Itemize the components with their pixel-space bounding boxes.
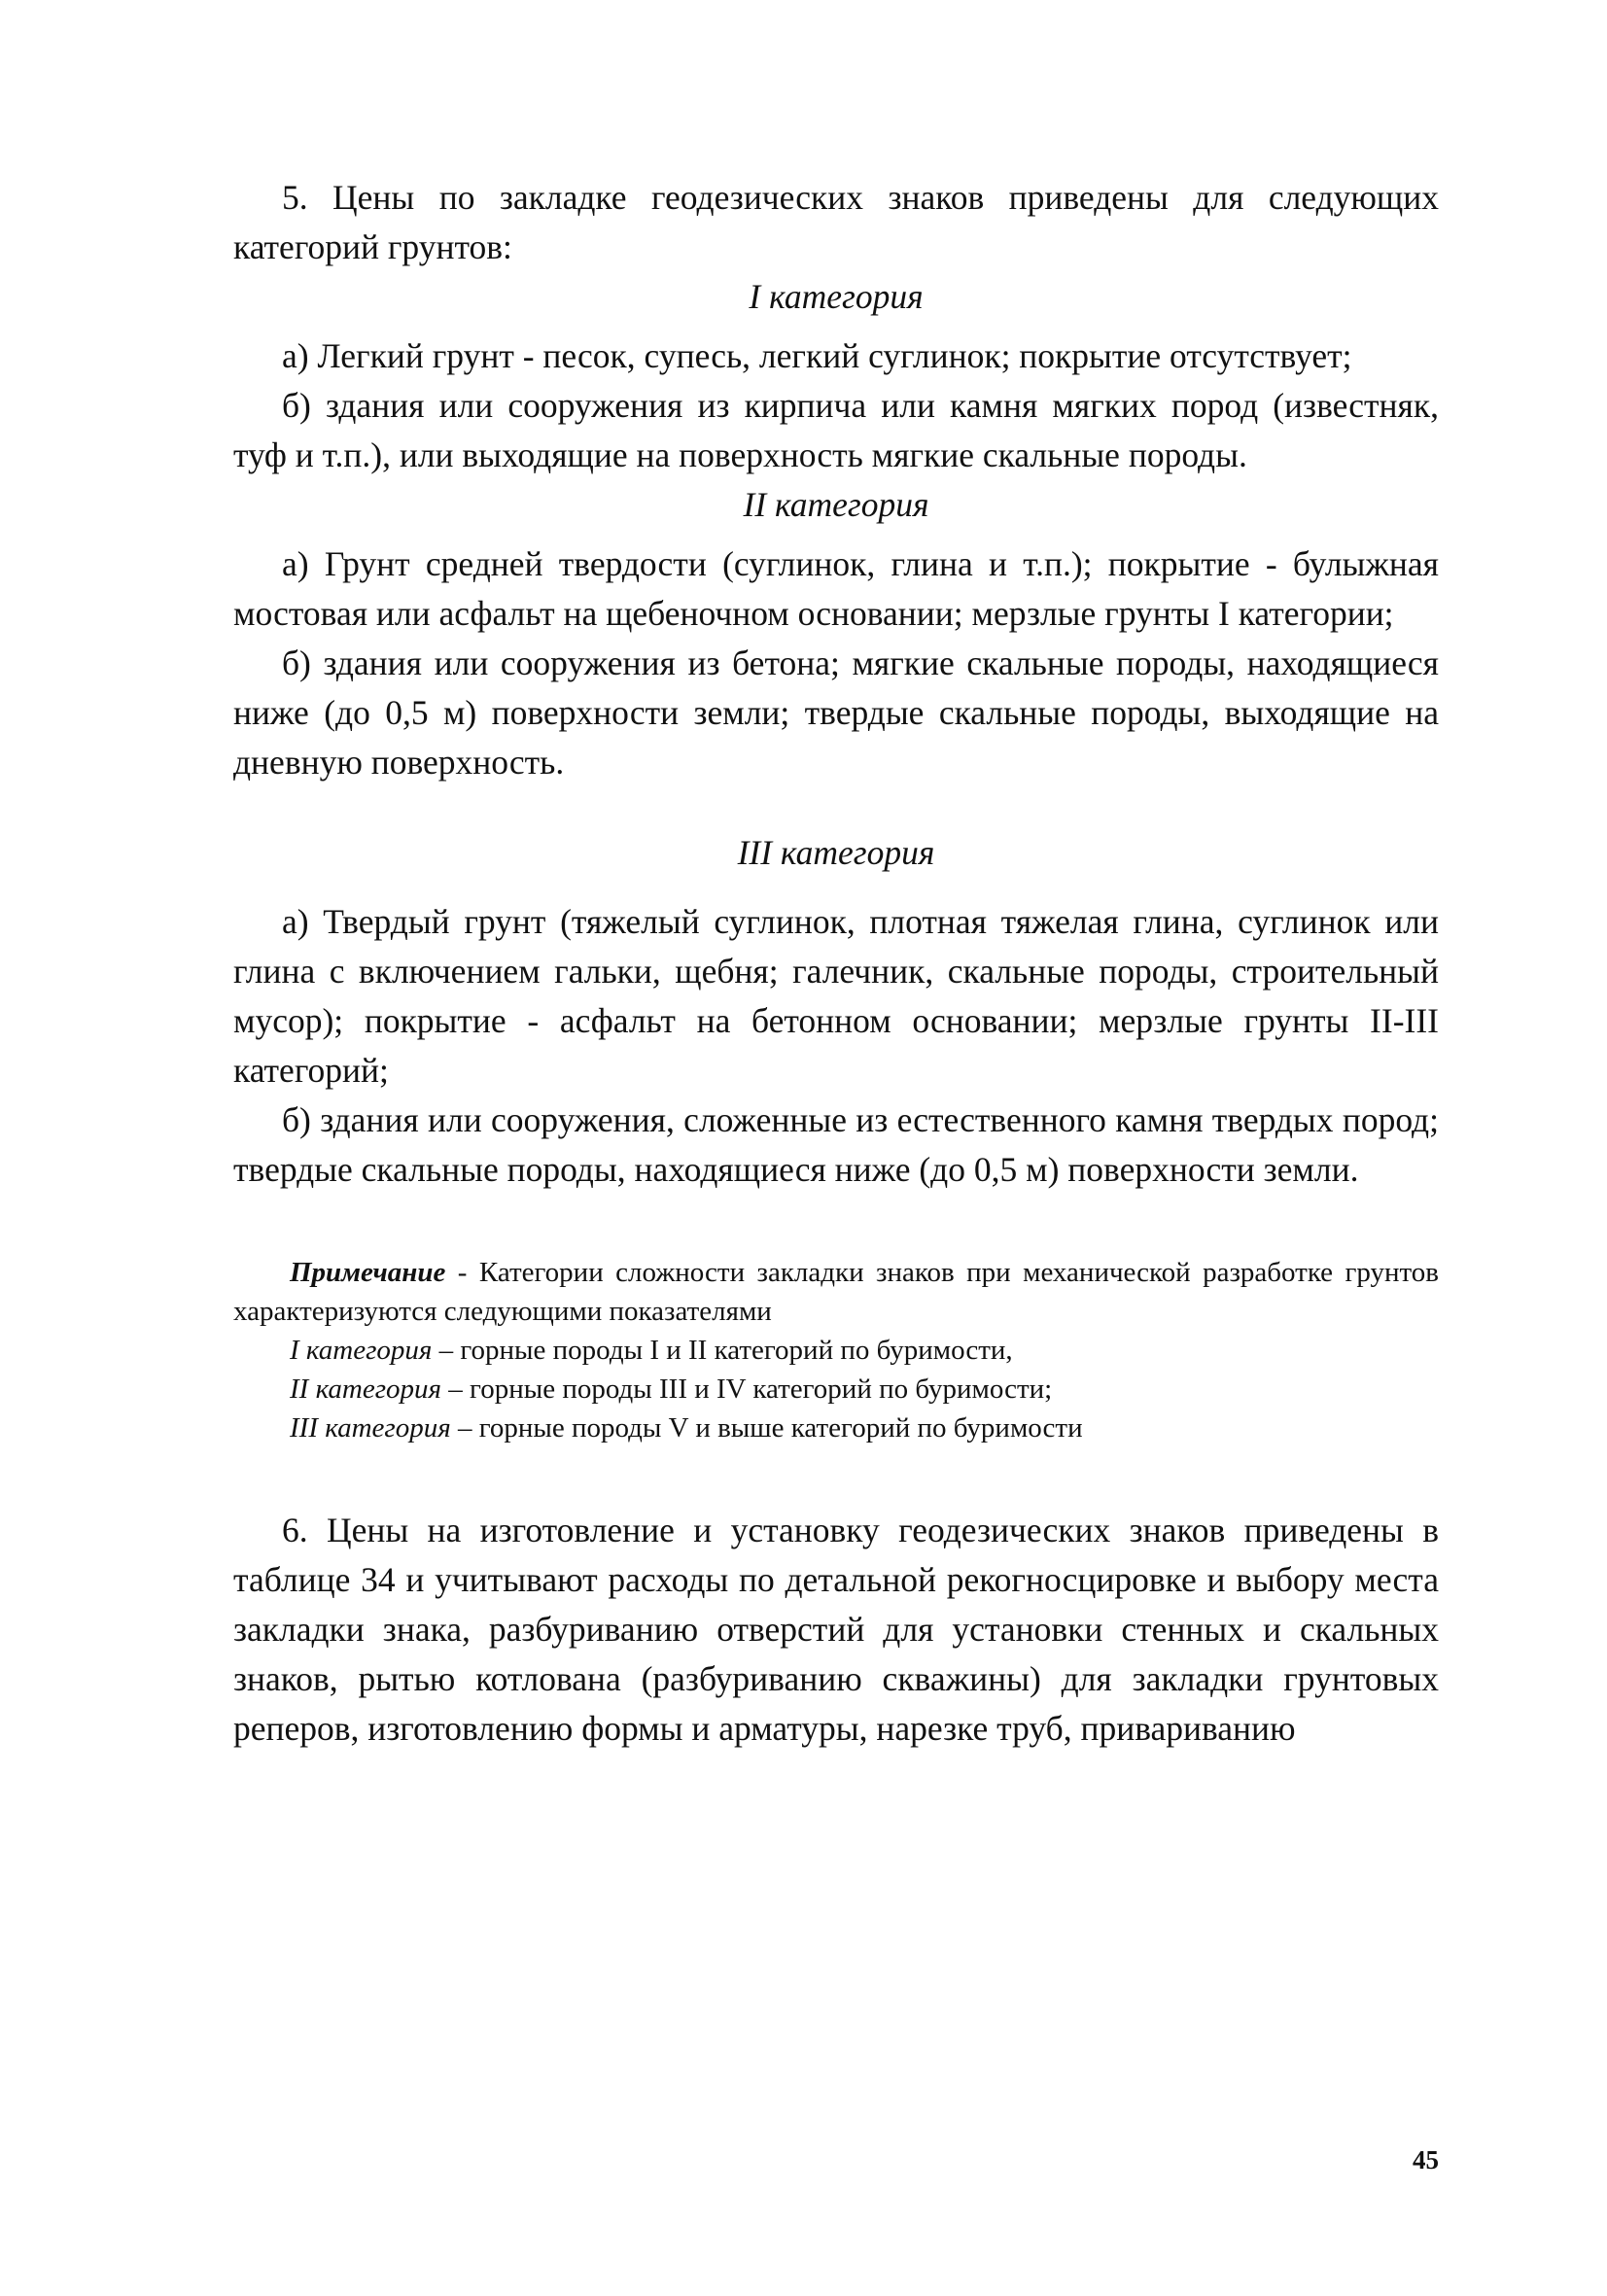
category-2-item-b: б) здания или сооружения из бетона; мягкие скальные породы, находящиеся ниже (до 0,5 м) поверхности земли; твердые скальные породы, выходящие на дневную поверхность. xyxy=(233,644,1439,782)
note-line-1 xyxy=(233,1331,1439,1370)
note-line-1-text: – горные породы I и II категорий по буримости, xyxy=(432,1335,1013,1366)
note-paragraph xyxy=(233,1253,1439,1331)
note-label: Примечание xyxy=(290,1257,446,1288)
category-2-heading: II категория xyxy=(743,485,929,524)
note-line-2-category: II категория xyxy=(290,1374,442,1405)
category-1-item-a: а) Легкий грунт - песок, супесь, легкий суглинок; покрытие отсутствует; xyxy=(282,336,1352,375)
paragraph-6: 6. Цены на изготовление и установку геодезических знаков приведены в таблице 34 и учитывают расходы по детальной рекогносцировке и выбору места закладки знака, разбуриванию отверстий для установки стенных и скальных знаков, рытью котлована (разбуриванию скважины) для закладки грунтовых реперов, изготовлению формы и арматуры, нарезке труб, привариванию xyxy=(233,1511,1439,1748)
category-3-heading: III категория xyxy=(737,833,935,872)
note-line-2-text: – горные породы III и IV категорий по буримости; xyxy=(441,1374,1053,1405)
category-1-heading: I категория xyxy=(749,277,924,316)
note-line-3 xyxy=(233,1409,1439,1447)
note-line-2 xyxy=(233,1370,1439,1409)
note-text: - Категории сложности закладки знаков при механической разработке грунтов характеризуются следующими показателями xyxy=(233,1257,1439,1327)
note-line-3-category: III категория xyxy=(290,1412,451,1444)
note-line-1-category: I категория xyxy=(290,1335,433,1366)
category-3-item-b: б) здания или сооружения, сложенные из естественного камня твердых пород; твердые скальные породы, находящиеся ниже (до 0,5 м) поверхности земли. xyxy=(233,1100,1439,1189)
category-1-item-b: б) здания или сооружения из кирпича или камня мягких пород (известняк, туф и т.п.), или выходящие на поверхность мягкие скальные породы. xyxy=(233,386,1439,474)
page-number: 45 xyxy=(1413,2145,1439,2174)
paragraph-5-intro: 5. Цены по закладке геодезических знаков приведены для следующих категорий грунтов: xyxy=(233,178,1439,266)
category-3-item-a: а) Твердый грунт (тяжелый суглинок, плотная тяжелая глина, суглинок или глина с включением гальки, щебня; галечник, скальные породы, строительный мусор); покрытие - асфальт на бетонном основании; мерзлые грунты II-III категорий; xyxy=(233,902,1439,1090)
note-line-3-text: – горные породы V и выше категорий по буримости xyxy=(450,1412,1083,1444)
document-page xyxy=(233,173,1439,2175)
category-2-item-a: а) Грунт средней твердости (суглинок, глина и т.п.); покрытие - булыжная мостовая или асфальт на щебеночном основании; мерзлые грунты I категории; xyxy=(233,544,1439,633)
